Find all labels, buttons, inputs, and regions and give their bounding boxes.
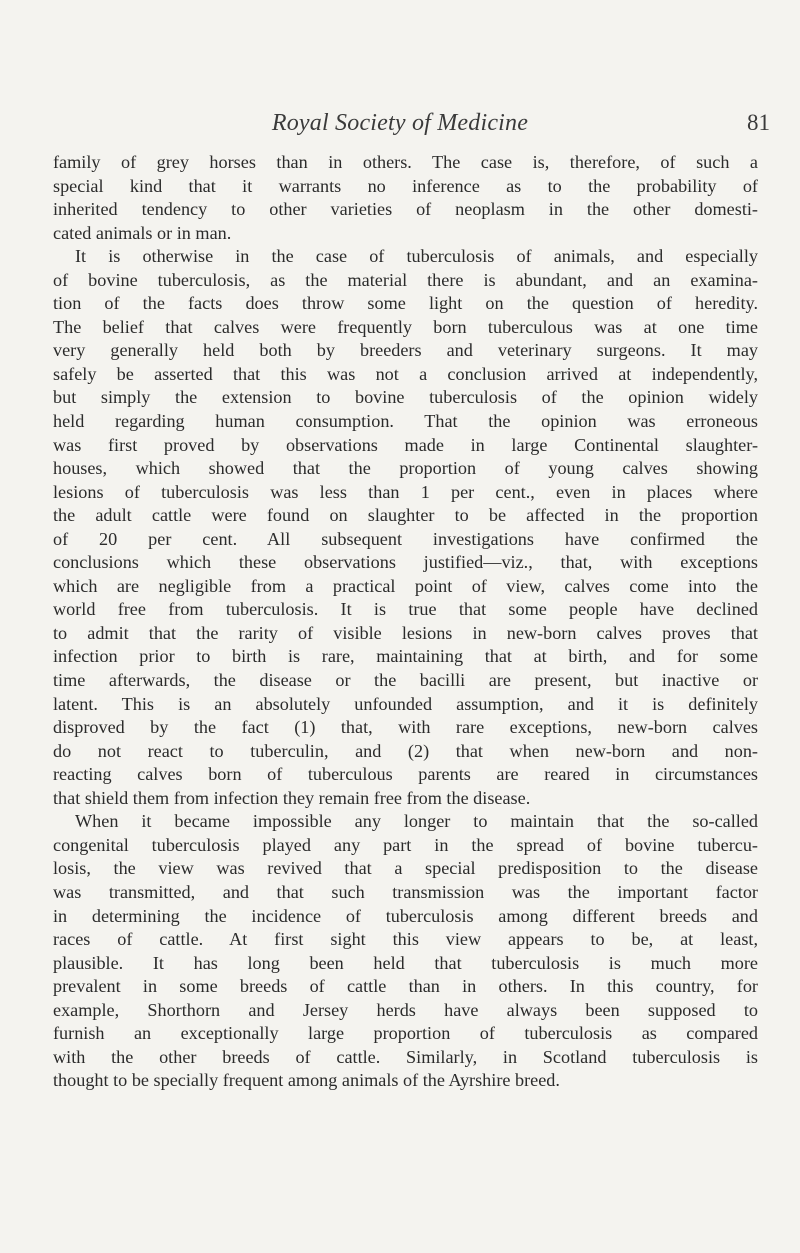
text-line: example, Shorthorn and Jersey herds have always been supposed to [53,999,758,1020]
text-line: held regarding human consumption. That the opinion was erroneous [53,411,758,432]
text-line: furnish an exceptionally large proportion of tuberculosis as compared [53,1023,758,1044]
text-line: was first proved by observations made in large Continental slaughter- [53,434,758,455]
text-line: infection prior to birth is rare, maintaining that at birth, and for some [53,646,758,667]
text-line: in determining the incidence of tuberculosis among different breeds and [53,905,758,926]
text-line: safely be asserted that this was not a conclusion arrived at independently, [53,363,758,384]
text-line: but simply the extension to bovine tuberculosis of the opinion widely [53,387,758,408]
text-line: time afterwards, the disease or the bacilli are present, but inactive or [53,670,758,691]
running-head [0,110,800,142]
text-line: losis, the view was revived that a special predisposition to the disease [53,858,758,879]
text-line: congenital tuberculosis played any part in the spread of bovine tubercu- [53,834,758,855]
body-text [53,151,758,1093]
text-line: was transmitted, and that such transmission was the important factor [53,881,758,902]
text-line: tion of the facts does throw some light on the question of heredity. [53,293,758,314]
text-line: do not react to tuberculin, and (2) that when new-born and non- [53,740,758,761]
text-line: races of cattle. At first sight this view appears to be, at least, [53,929,758,950]
running-title: Royal Society of Medicine [271,110,529,136]
text-line: houses, which showed that the proportion of young calves showing [53,458,758,479]
text-line: lesions of tuberculosis was less than 1 per cent., even in places where [53,481,758,502]
text-line: thought to be specially frequent among animals of the Ayrshire breed. [53,1070,560,1091]
text-line: reacting calves born of tuberculous parents are reared in circumstances [53,764,758,785]
text-line: conclusions which these observations justified—viz., that, with exceptions [53,552,758,573]
text-line: that shield them from infection they remain free from the disease. [53,787,531,808]
text-line: cated animals or in man. [53,222,232,243]
text-line: of bovine tuberculosis, as the material there is abundant, and an examina- [53,269,758,290]
page-number: 81 [747,110,770,135]
text-line: inherited tendency to other varieties of neoplasm in the other domesti- [53,199,758,220]
text-line: prevalent in some breeds of cattle than in others. In this country, for [53,976,758,997]
text-line: to admit that the rarity of visible lesions in new-born calves proves that [53,622,758,643]
text-line: very generally held both by breeders and veterinary surgeons. It may [53,340,758,361]
text-line: family of grey horses than in others. The case is, therefore, of such a [53,152,758,172]
text-line: latent. This is an absolutely unfounded assumption, and it is definitely [53,693,758,714]
text-line: of 20 per cent. All subsequent investigations have confirmed the [53,528,758,549]
text-line: with the other breeds of cattle. Similarly, in Scotland tuberculosis is [53,1046,758,1067]
text-line: world free from tuberculosis. It is true that some people have declined [53,599,758,620]
text-line: The belief that calves were frequently born tuberculous was at one time [53,316,758,337]
text-line: disproved by the fact (1) that, with rare exceptions, new-born calves [53,717,758,738]
text-line: the adult cattle were found on slaughter to be affected in the proportion [53,505,758,526]
text-line: plausible. It has long been held that tuberculosis is much more [53,952,758,973]
text-line: It is otherwise in the case of tuberculosis of animals, and especially [75,246,758,267]
text-line: special kind that it warrants no inference as to the probability of [53,175,758,196]
text-line: When it became impossible any longer to maintain that the so-called [75,811,758,832]
text-line: which are negligible from a practical point of view, calves come into the [53,575,758,596]
